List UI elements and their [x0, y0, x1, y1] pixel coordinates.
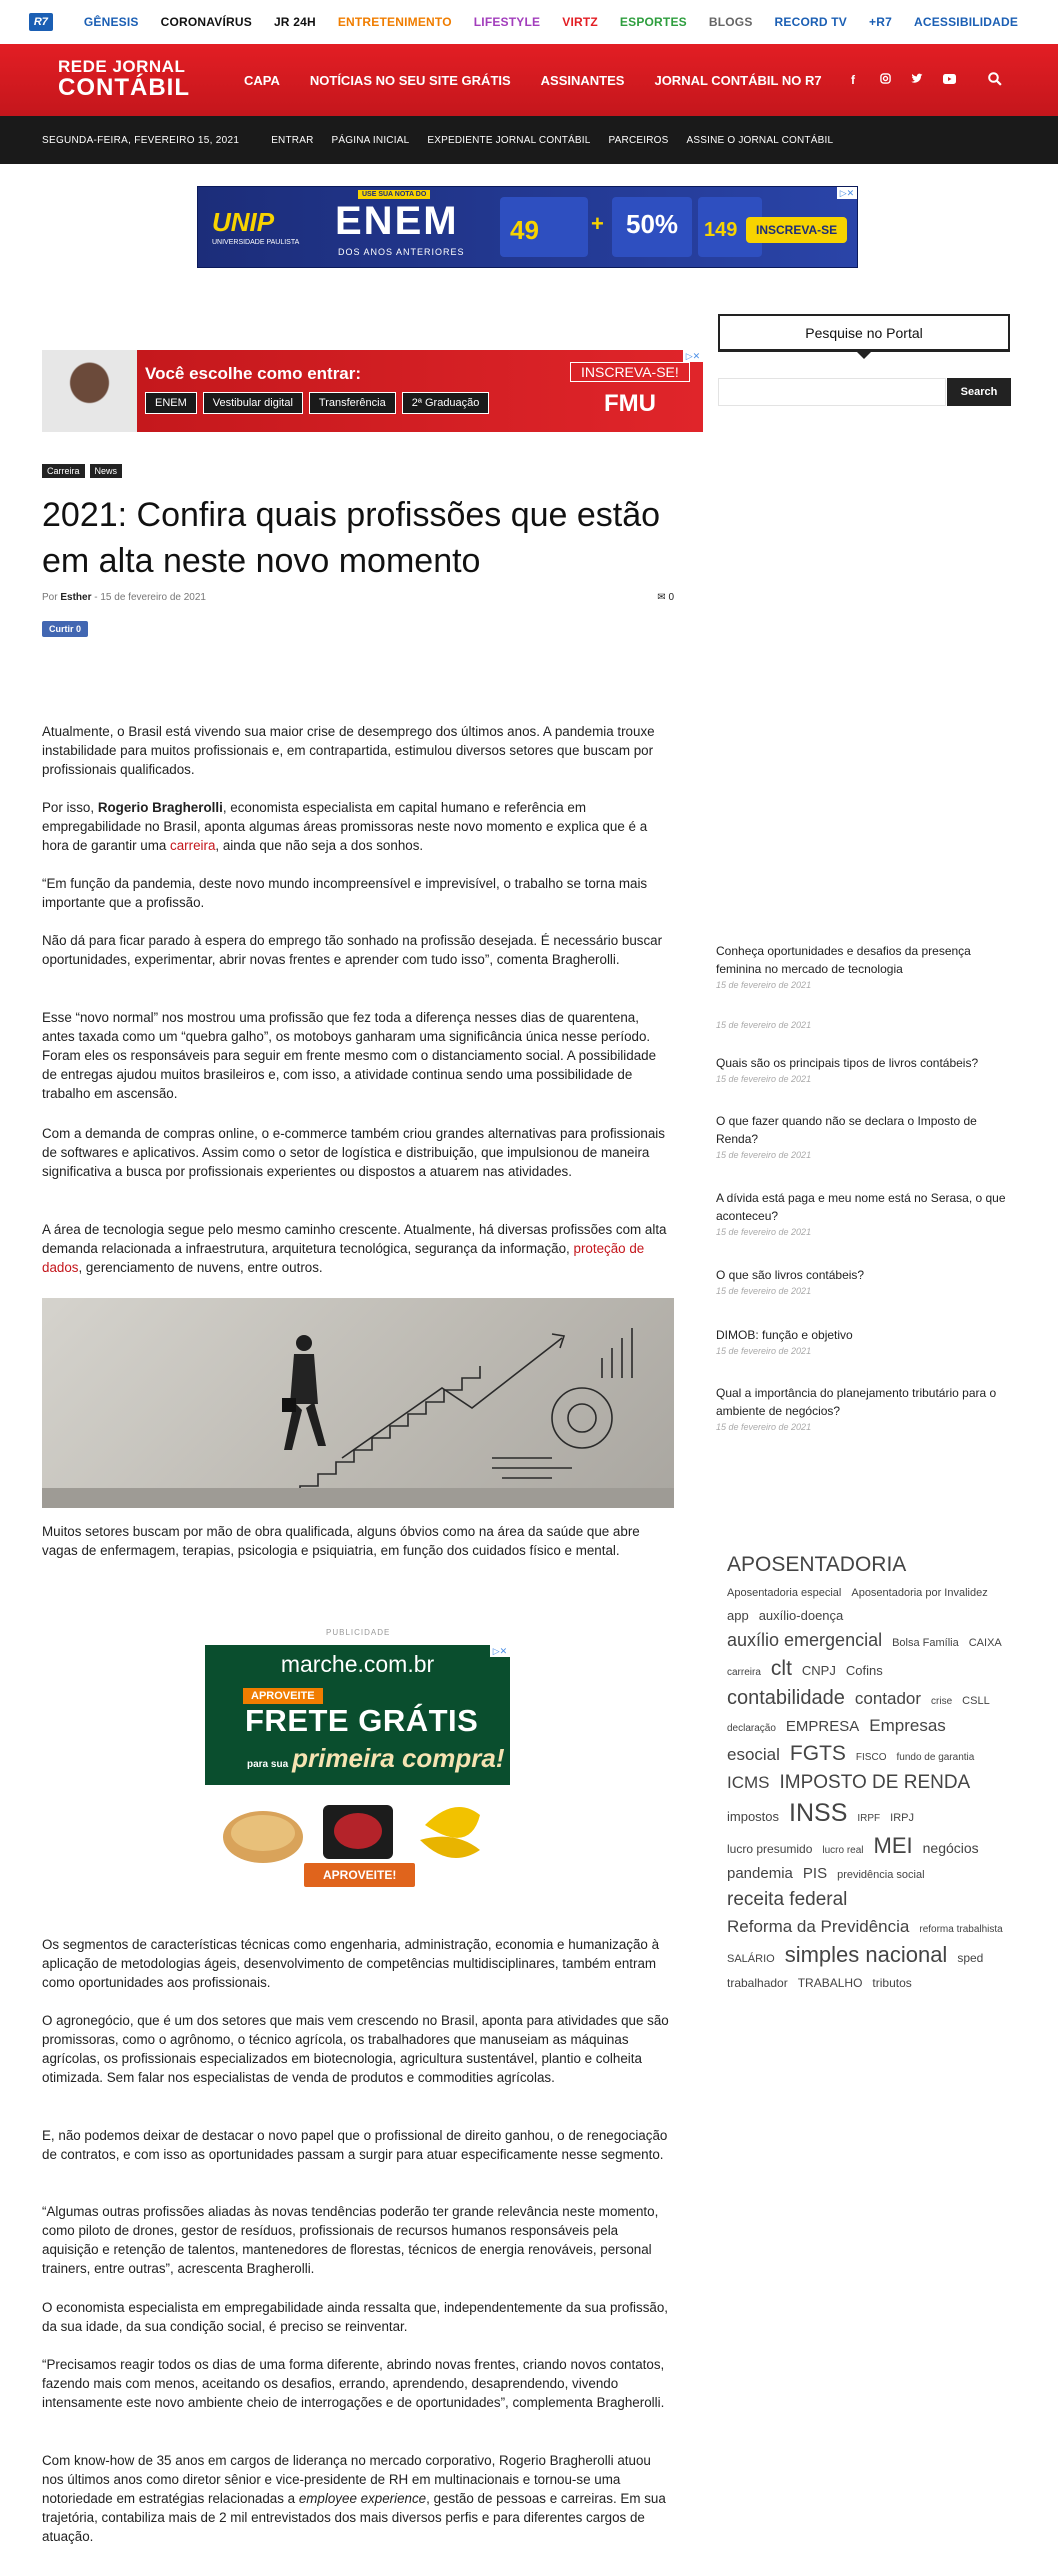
- sidebar-post-title[interactable]: O que fazer quando não se declara o Imposto de Renda?: [716, 1114, 977, 1146]
- tag-link[interactable]: receita federal: [727, 1889, 848, 1910]
- tag-link[interactable]: Reforma da Previdência: [727, 1917, 910, 1936]
- p2-text-a: Por isso,: [42, 800, 98, 815]
- tag-link[interactable]: reforma trabalhista: [919, 1924, 1003, 1935]
- tag-link[interactable]: IMPOSTO DE RENDA: [779, 1772, 971, 1793]
- sidebar-post-date: 15 de fevereiro de 2021: [716, 1286, 812, 1296]
- r7-link[interactable]: VIRTZ: [562, 15, 598, 29]
- tag-link[interactable]: carreira: [727, 1667, 761, 1678]
- sidebar-post-date: 15 de fevereiro de 2021: [716, 1422, 812, 1432]
- article-paragraph: Atualmente, o Brasil está vivendo sua maior crise de desemprego dos últimos anos. A pandemia trouxe instabilidade para muitos profissionais e, em contrapartida, estimulou diversos setores que buscam por profissionais qualificados.: [42, 724, 655, 777]
- ad-banner-fmu[interactable]: [42, 350, 703, 432]
- facebook-icon[interactable]: f: [851, 73, 855, 87]
- sidebar-search-button[interactable]: Search: [947, 378, 1011, 406]
- article-paragraph: E, não podemos deixar de destacar o novo papel que o profissional de direito ganhou, o de renegociação de contratos, e com isso as oportunidades passam a surgir para atuar especificamente nesse segmento.: [42, 2128, 668, 2162]
- r7-link[interactable]: CORONAVÍRUS: [160, 15, 252, 29]
- ad-marche-frete-gratis[interactable]: [205, 1645, 510, 1897]
- subbar-entrar[interactable]: ENTRAR: [271, 134, 314, 146]
- ad-close-icon[interactable]: ▷✕: [683, 350, 703, 362]
- tag-link[interactable]: FGTS: [789, 1742, 846, 1765]
- sub-bar: [0, 116, 1058, 164]
- article-paragraph: Esse “novo normal” nos mostrou uma profissão que fez toda a diferença nesses dias de quarentena, antes taxada como um “quebra galho”, os motoboys ganharam uma significância única nesse período. Foram eles os responsáveis para seguir em frente mesmo com o distanciamento social. A possibilidade de entregas ajudou muitos brasileiros e, com isso, a atividade continua sendo uma possibilidade de trabalho em ascensão.: [42, 1010, 657, 1101]
- tag-link[interactable]: IRPJ: [890, 1812, 915, 1824]
- ad-unip-brand-sub: UNIVERSIDADE PAULISTA: [212, 239, 300, 246]
- current-date: SEGUNDA-FEIRA, FEVEREIRO 15, 2021: [42, 134, 240, 146]
- ad-close-icon[interactable]: ▷✕: [837, 187, 857, 199]
- ad-fmu-person-image: [42, 350, 137, 432]
- ad-enem-cta[interactable]: INSCREVA-SE: [746, 217, 847, 243]
- ad-close-icon[interactable]: ▷✕: [490, 1645, 510, 1657]
- sidebar-post-title[interactable]: A dívida está paga e meu nome está no Serasa, o que aconteceu?: [716, 1191, 1006, 1223]
- tag-link[interactable]: Bolsa Família: [892, 1637, 959, 1649]
- sidebar-post-date: 15 de fevereiro de 2021: [716, 980, 812, 990]
- subbar-expediente[interactable]: EXPEDIENTE JORNAL CONTÁBIL: [427, 134, 591, 146]
- comments-count-value: 0: [668, 592, 674, 603]
- tag-link[interactable]: auxílio-doença: [758, 1608, 844, 1623]
- ad-fmu-option: ENEM: [145, 392, 197, 414]
- r7-link[interactable]: JR 24H: [273, 15, 316, 29]
- p2-name: Rogerio Bragherolli: [97, 800, 223, 815]
- sidebar-search-title: Pesquise no Portal: [718, 314, 1010, 352]
- ad-unip-brand: UNIP: [212, 207, 275, 237]
- tag-link[interactable]: clt: [770, 1657, 792, 1680]
- article-paragraph: “Em função da pandemia, deste novo mundo incompreensível e imprevisível, o trabalho se torna mais importante que a profissão.: [42, 876, 648, 910]
- sidebar-post[interactable]: [716, 1018, 811, 1030]
- article-paragraph: [42, 1220, 674, 1277]
- tag-link[interactable]: IRPF: [857, 1813, 881, 1824]
- search-icon[interactable]: [988, 72, 1002, 89]
- sidebar-post[interactable]: [716, 1266, 864, 1296]
- comment-icon: ✉: [657, 592, 666, 603]
- ad-fmu-options: [145, 392, 489, 414]
- sidebar-post-title[interactable]: Conheça oportunidades e desafios da presença feminina no mercado de tecnologia: [716, 944, 971, 976]
- ad-fmu-option: Transferência: [309, 392, 396, 414]
- sidebar-post-date: 15 de fevereiro de 2021: [716, 1346, 812, 1356]
- ad-marche-headline: FRETE GRÁTIS: [245, 1703, 479, 1738]
- ad-marche-cta[interactable]: APROVEITE!: [304, 1863, 415, 1887]
- tag-link[interactable]: CAIXA: [968, 1637, 1002, 1649]
- sidebar-tag-cloud: [727, 1554, 1017, 1998]
- youtube-icon[interactable]: [942, 73, 956, 87]
- tag-link[interactable]: lucro real: [822, 1845, 864, 1856]
- r7-network-bar: [0, 0, 1058, 44]
- p14-text-a: Com know-how de 35 anos em cargos de liderança no mercado corporativo, Rogerio Bragherolli atuou nos últimos anos como diretor sênior e vice-presidente de RH em multinacionais e tornou-se uma notoriedade em estratégias relacionadas a: [42, 2453, 651, 2506]
- tag-link[interactable]: MEI: [873, 1833, 913, 1858]
- sidebar-post-date: 15 de fevereiro de 2021: [716, 1074, 812, 1084]
- tag-link[interactable]: negócios: [922, 1840, 979, 1856]
- author-link[interactable]: Esther: [60, 592, 92, 603]
- tag-link[interactable]: crise: [931, 1696, 953, 1707]
- ad-banner-unip-enem[interactable]: [197, 186, 858, 268]
- ad-marche-sub-text: primeira compra!: [292, 1743, 505, 1773]
- instagram-icon[interactable]: [878, 73, 892, 87]
- tag-link[interactable]: ICMS: [727, 1773, 770, 1792]
- tag-link[interactable]: Aposentadoria por Invalidez: [851, 1587, 988, 1599]
- tag-link[interactable]: trabalhador: [727, 1976, 788, 1990]
- tag-link[interactable]: esocial: [727, 1745, 780, 1764]
- r7-link[interactable]: BLOGS: [708, 15, 753, 29]
- r7-link[interactable]: LIFESTYLE: [473, 15, 541, 29]
- sidebar-post-title[interactable]: O que são livros contábeis?: [716, 1268, 865, 1282]
- tag-link[interactable]: previdência social: [837, 1869, 925, 1881]
- sidebar-post-title[interactable]: DIMOB: função e objetivo: [716, 1328, 853, 1342]
- site-header: [0, 44, 1058, 116]
- article-paragraph: Os segmentos de características técnicas como engenharia, administração, economia e humanização à aplicação de metodologias ágeis, desenvolvimento de competências multidisciplinares, também entram como oportunidades aos profissionais.: [42, 1937, 660, 1990]
- tag-link[interactable]: declaração: [727, 1723, 776, 1734]
- p2-text-c: , economista especialista em capital humano e referência em empregabilidade no Brasil, aponta algumas áreas promissoras neste novo momento e explica que é a hora de garantir uma: [42, 800, 648, 853]
- p14-emphasis: employee experience: [298, 2491, 427, 2506]
- ad-enem-price-1: 49: [500, 197, 588, 257]
- tag-link[interactable]: Aposentadoria especial: [727, 1587, 842, 1599]
- tag-link[interactable]: INSS: [789, 1799, 848, 1827]
- sidebar-post[interactable]: [716, 942, 1016, 990]
- site-logo[interactable]: [58, 58, 190, 100]
- article-paragraph: [42, 798, 674, 855]
- tag-link[interactable]: tributos: [872, 1976, 912, 1990]
- p7-text-b: , gerenciamento de nuvens, entre outros.: [78, 1260, 323, 1275]
- tag-link[interactable]: pandemia: [727, 1865, 793, 1882]
- nav-capa[interactable]: CAPA: [244, 72, 280, 88]
- ad-marche-tag: APROVEITE: [243, 1688, 323, 1704]
- logo-line-2: CONTÁBIL: [58, 74, 190, 101]
- ad-enem-headline: ENEM: [335, 199, 459, 243]
- article-paragraph: [42, 2451, 674, 2546]
- tag-link[interactable]: sped: [957, 1951, 984, 1965]
- nav-assinantes[interactable]: ASSINANTES: [540, 72, 625, 88]
- ad-marche-sub: [247, 1743, 505, 1774]
- tag-link[interactable]: Cofins: [845, 1663, 883, 1678]
- nav-noticias-gratis[interactable]: NOTÍCIAS NO SEU SITE GRÁTIS: [309, 72, 511, 88]
- subbar-parceiros[interactable]: PARCEIROS: [608, 134, 669, 146]
- subbar-pagina-inicial[interactable]: PÁGINA INICIAL: [331, 134, 410, 146]
- main-nav: [244, 44, 822, 116]
- by-label: Por: [42, 592, 58, 603]
- r7-link[interactable]: GÊNESIS: [83, 15, 139, 29]
- tag-link[interactable]: contabilidade: [727, 1687, 845, 1709]
- article-paragraph: Não dá para ficar parado à espera do emprego tão sonhado na profissão desejada. É necessário buscar oportunidades, experimentar, abrir novas frentes e aprender com tudo isso”, comenta Bragherolli.: [42, 933, 663, 967]
- tag-link[interactable]: auxílio emergencial: [727, 1630, 883, 1650]
- tag-link[interactable]: CNPJ: [801, 1663, 836, 1678]
- tag-link[interactable]: fundo de garantia: [896, 1752, 975, 1763]
- nav-jornal-r7[interactable]: JORNAL CONTÁBIL NO R7: [654, 72, 822, 88]
- sidebar-post[interactable]: [716, 1054, 978, 1084]
- sidebar-post[interactable]: [716, 1189, 1016, 1237]
- article-paragraph: “Algumas outras profissões aliadas às novas tendências poderão ter grande relevância neste momento, como piloto de drones, gestor de resíduos, profissionais de recursos humanos responsáveis pela aquisição e retenção de talentos, mantenedores de florestas, técnicos de energia renováveis, personal trainers, entre outras”, acrescenta Bragherolli.: [42, 2204, 659, 2276]
- article-image-career-stairs: [42, 1298, 674, 1508]
- carreira-link[interactable]: carreira: [170, 838, 216, 853]
- sidebar-search-input[interactable]: [718, 378, 946, 406]
- tag-link[interactable]: contador: [854, 1689, 922, 1708]
- r7-link[interactable]: +R7: [869, 15, 892, 29]
- article-categories: [42, 464, 122, 478]
- r7-link[interactable]: ENTRETENIMENTO: [337, 15, 452, 29]
- social-links: [846, 44, 1002, 116]
- ad-enem-tag: USE SUA NOTA DO: [358, 190, 430, 199]
- sidebar-post[interactable]: [716, 1326, 853, 1356]
- logo-line-1: REDE JORNAL: [58, 57, 186, 76]
- r7-link[interactable]: RECORD TV: [774, 15, 848, 29]
- sidebar-post-date: 15 de fevereiro de 2021: [716, 1020, 812, 1030]
- ad-marche-sub-small: para sua: [247, 1759, 289, 1770]
- tag-link[interactable]: TRABALHO: [797, 1976, 863, 1990]
- r7-logo[interactable]: R7: [29, 13, 53, 31]
- meta-separator: -: [94, 592, 101, 603]
- ad-fmu-option: Vestibular digital: [203, 392, 303, 414]
- tag-link[interactable]: simples nacional: [784, 1942, 948, 1967]
- p2-text-d: , ainda que não seja a dos sonhos.: [215, 838, 424, 853]
- image-caption: Muitos setores buscam por mão de obra qualificada, alguns óbvios como na área da saúde que abre vagas de enfermagem, terapias, psicologia e psiquiatria, em função dos cuidados físico e mental.: [42, 1524, 640, 1558]
- category-badge-carreira[interactable]: Carreira: [42, 464, 85, 478]
- ad-fmu-option: 2ª Graduação: [402, 392, 490, 414]
- tag-link[interactable]: SALÁRIO: [727, 1953, 775, 1965]
- sidebar-post[interactable]: [716, 1384, 1016, 1432]
- tag-link[interactable]: FISCO: [855, 1752, 887, 1763]
- sidebar-post-date: 15 de fevereiro de 2021: [716, 1227, 812, 1237]
- ad-fmu-headline: Você escolhe como entrar:: [145, 364, 362, 383]
- sidebar-post[interactable]: [716, 1112, 1016, 1160]
- twitter-icon[interactable]: [910, 73, 924, 87]
- protecao-dados-link[interactable]: proteção de dados: [42, 1241, 645, 1275]
- ad-fmu-cta[interactable]: INSCREVA-SE!: [570, 362, 690, 382]
- article-paragraph: Com a demanda de compras online, o e-commerce também criou grandes alternativas para profissionais de softwares e aplicativos. Assim como o setor de logística e distribuição, que impulsionou de maneira significativa a busca por profissionais experientes ou dispostos a atuarem nas atividades.: [42, 1126, 665, 1179]
- tag-link[interactable]: PIS: [802, 1865, 828, 1882]
- ad-enem-sub: DOS ANOS ANTERIORES: [338, 247, 465, 257]
- p14-text-b: , gestão de pessoas e carreiras. Em sua trajetória, contabiliza mais de 2 mil entrevistados dos mais diversos perfis e para diferentes cargos de atuação.: [42, 2491, 666, 2544]
- sidebar-post-title[interactable]: Qual a importância do planejamento tributário para o ambiente de negócios?: [716, 1386, 997, 1418]
- tag-link[interactable]: CSLL: [962, 1695, 990, 1707]
- ad-enem-discount: 50%: [612, 197, 692, 257]
- category-badge-news[interactable]: News: [90, 464, 123, 478]
- sidebar-post-date: 15 de fevereiro de 2021: [716, 1150, 812, 1160]
- facebook-like-button[interactable]: Curtir 0: [42, 621, 88, 637]
- ad-fmu-brand: FMU: [604, 390, 656, 417]
- tag-link[interactable]: Empresas: [869, 1716, 946, 1735]
- ad-enem-price-2: 149: [698, 197, 762, 257]
- article-paragraph: “Precisamos reagir todos os dias de uma forma diferente, abrindo novas frentes, criando novos contatos, fazendo mais com menos, aceitando os desafios, errando, aprendendo, desaprendendo, vivendo intensamente este novo ambiente cheio de interrogações e de oportunidades”, complementa Bragherolli.: [42, 2357, 665, 2410]
- p7-text-a: A área de tecnologia segue pelo mesmo caminho crescente. Atualmente, há diversas profissões com alta demanda relacionada a infraestrutura, arquitetura tecnológica, segurança da informação,: [42, 1222, 667, 1256]
- article-date: 15 de fevereiro de 2021: [100, 592, 206, 603]
- article-paragraph: O economista especialista em empregabilidade ainda ressalta que, independentemente da sua profissão, da sua idade, da sua condição social, é preciso se reinventar.: [42, 2300, 669, 2334]
- search-title-pointer: [857, 352, 871, 360]
- article-paragraph: O agronegócio, que é um dos setores que mais vem crescendo no Brasil, aponta para atividades que são promissoras, como o agrônomo, o técnico agrícola, os trabalhadores que manuseiam as máquinas agrícolas, os profissionais especializados em biotecnologia, agricultura sustentável, plantio e colheita otimizada. Sem falar nos especialistas de venda de produtos e commodities agrícolas.: [42, 2013, 669, 2085]
- sidebar-post-title[interactable]: Quais são os principais tipos de livros contábeis?: [716, 1056, 979, 1070]
- r7-link[interactable]: ESPORTES: [619, 15, 687, 29]
- ad-marche-logo: marche.com.br: [280, 1651, 435, 1677]
- ad-enem-plus: +: [591, 211, 604, 236]
- tag-link[interactable]: APOSENTADORIA: [727, 1553, 907, 1576]
- tag-link[interactable]: app: [727, 1608, 749, 1623]
- tag-link[interactable]: impostos: [727, 1809, 780, 1824]
- tag-link[interactable]: EMPRESA: [785, 1718, 860, 1735]
- r7-link[interactable]: ACESSIBILIDADE: [913, 15, 1019, 29]
- comments-count[interactable]: [657, 592, 674, 603]
- tag-link[interactable]: lucro presumido: [727, 1842, 813, 1856]
- article-title: 2021: Confira quais profissões que estão em alta neste novo momento: [42, 496, 661, 580]
- subbar-assine[interactable]: ASSINE O JORNAL CONTÁBIL: [686, 134, 834, 146]
- article-meta: [42, 592, 674, 603]
- publicidade-label: PUBLICIDADE: [326, 1628, 391, 1637]
